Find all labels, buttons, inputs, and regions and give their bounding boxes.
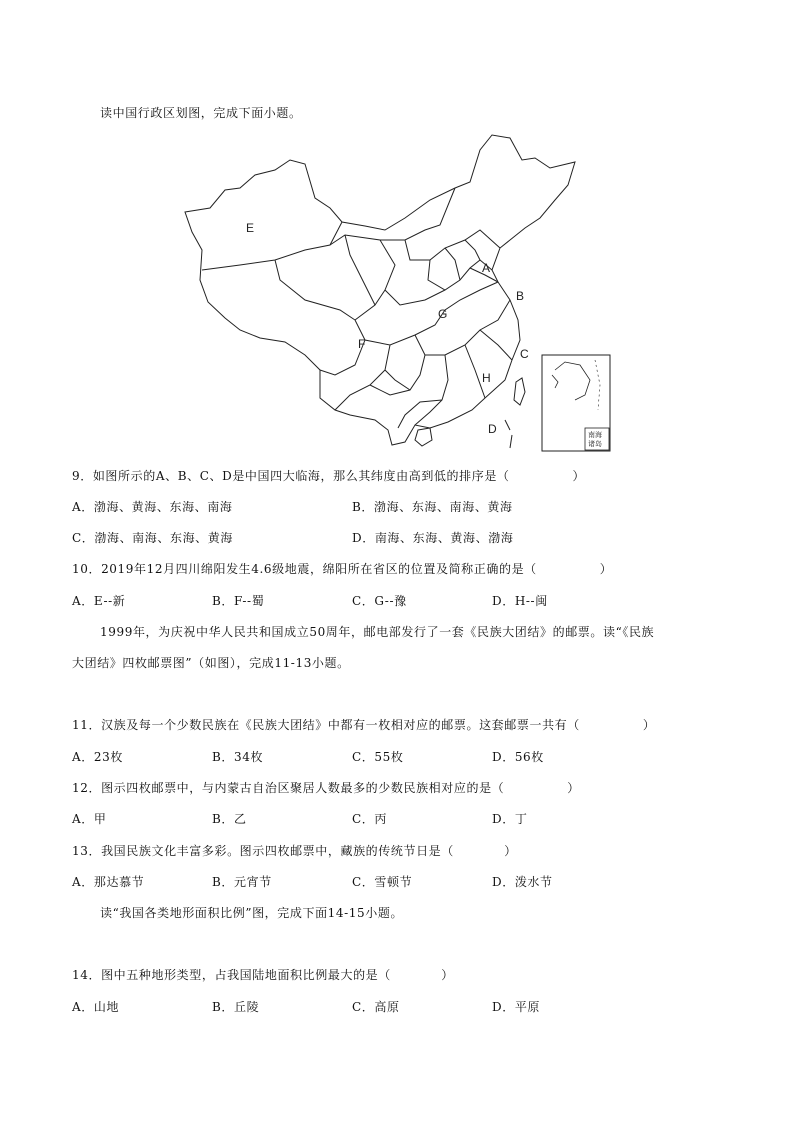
q10-option-a[interactable]: A．E--新	[72, 594, 126, 608]
q10-option-b[interactable]: B．F--蜀	[212, 594, 265, 608]
map-label-B: B	[516, 289, 525, 303]
map-label-G: G	[438, 307, 448, 321]
map-intro: 读中国行政区划图，完成下面小题。	[100, 106, 302, 120]
map-label-D: D	[488, 422, 497, 436]
q13-option-c[interactable]: C．雪顿节	[352, 875, 413, 889]
q14-option-b[interactable]: B．丘陵	[212, 1000, 260, 1014]
q9-stem: 9．如图所示的A、B、C、D是中国四大临海，那么其纬度由高到低的排序是（ ）	[72, 469, 586, 483]
q11-option-c[interactable]: C．55枚	[352, 750, 404, 764]
map-svg	[180, 130, 620, 455]
q9-option-c[interactable]: C．渤海、南海、东海、黄海	[72, 531, 233, 545]
map-label-A: A	[482, 261, 491, 275]
hainan-outline	[415, 428, 432, 446]
map-label-E: E	[246, 221, 255, 235]
q10-option-c[interactable]: C．G--豫	[352, 594, 407, 608]
inset-label-1: 南海	[588, 431, 602, 439]
map-label-F: F	[358, 337, 366, 351]
taiwan-outline	[514, 378, 525, 405]
q13-option-d[interactable]: D．泼水节	[492, 875, 553, 889]
q14-stem: 14．图中五种地形类型，占我国陆地面积比例最大的是（ ）	[72, 968, 454, 982]
q11-option-a[interactable]: A．23枚	[72, 750, 123, 764]
q11-option-d[interactable]: D．56枚	[492, 750, 544, 764]
inset-label-2: 诸岛	[588, 440, 602, 448]
stamps-intro-2: 大团结》四枚邮票图”（如图），完成11-13小题。	[72, 656, 350, 670]
map-label-H: H	[482, 371, 491, 385]
q12-option-d[interactable]: D．丁	[492, 812, 528, 826]
q14-option-c[interactable]: C．高原	[352, 1000, 400, 1014]
q14-option-d[interactable]: D．平原	[492, 1000, 541, 1014]
q13-option-b[interactable]: B．元宵节	[212, 875, 272, 889]
q12-stem: 12．图示四枚邮票中，与内蒙古自治区聚居人数最多的少数民族相对应的是（ ）	[72, 781, 580, 795]
china-admin-map	[180, 130, 620, 455]
q10-stem: 10．2019年12月四川绵阳发生4.6级地震，绵阳所在省区的位置及简称正确的是（ ）	[72, 562, 613, 576]
q11-stem: 11．汉族及每一个少数民族在《民族大团结》中都有一枚相对应的邮票。这套邮票一共有（ ）	[72, 718, 656, 732]
q9-option-b[interactable]: B．渤海、东海、南海、黄海	[352, 500, 513, 514]
terrain-intro: 读“我国各类地形面积比例”图，完成下面14-15小题。	[100, 906, 404, 920]
q13-stem: 13．我国民族文化丰富多彩。图示四枚邮票中，藏族的传统节日是（ ）	[72, 844, 517, 858]
q12-option-a[interactable]: A．甲	[72, 812, 107, 826]
q9-option-d[interactable]: D．南海、东海、黄海、渤海	[352, 531, 514, 545]
q11-option-b[interactable]: B．34枚	[212, 750, 264, 764]
q14-option-a[interactable]: A．山地	[72, 1000, 120, 1014]
map-label-C: C	[520, 347, 529, 361]
q13-option-a[interactable]: A．那达慕节	[72, 875, 145, 889]
q12-option-c[interactable]: C．丙	[352, 812, 387, 826]
q12-option-b[interactable]: B．乙	[212, 812, 247, 826]
stamps-intro-1: 1999年，为庆祝中华人民共和国成立50周年，邮电部发行了一套《民族大团结》的邮票。读“《民族	[100, 625, 655, 639]
q9-option-a[interactable]: A．渤海、黄海、东海、南海	[72, 500, 233, 514]
q10-option-d[interactable]: D．H--闽	[492, 594, 548, 608]
